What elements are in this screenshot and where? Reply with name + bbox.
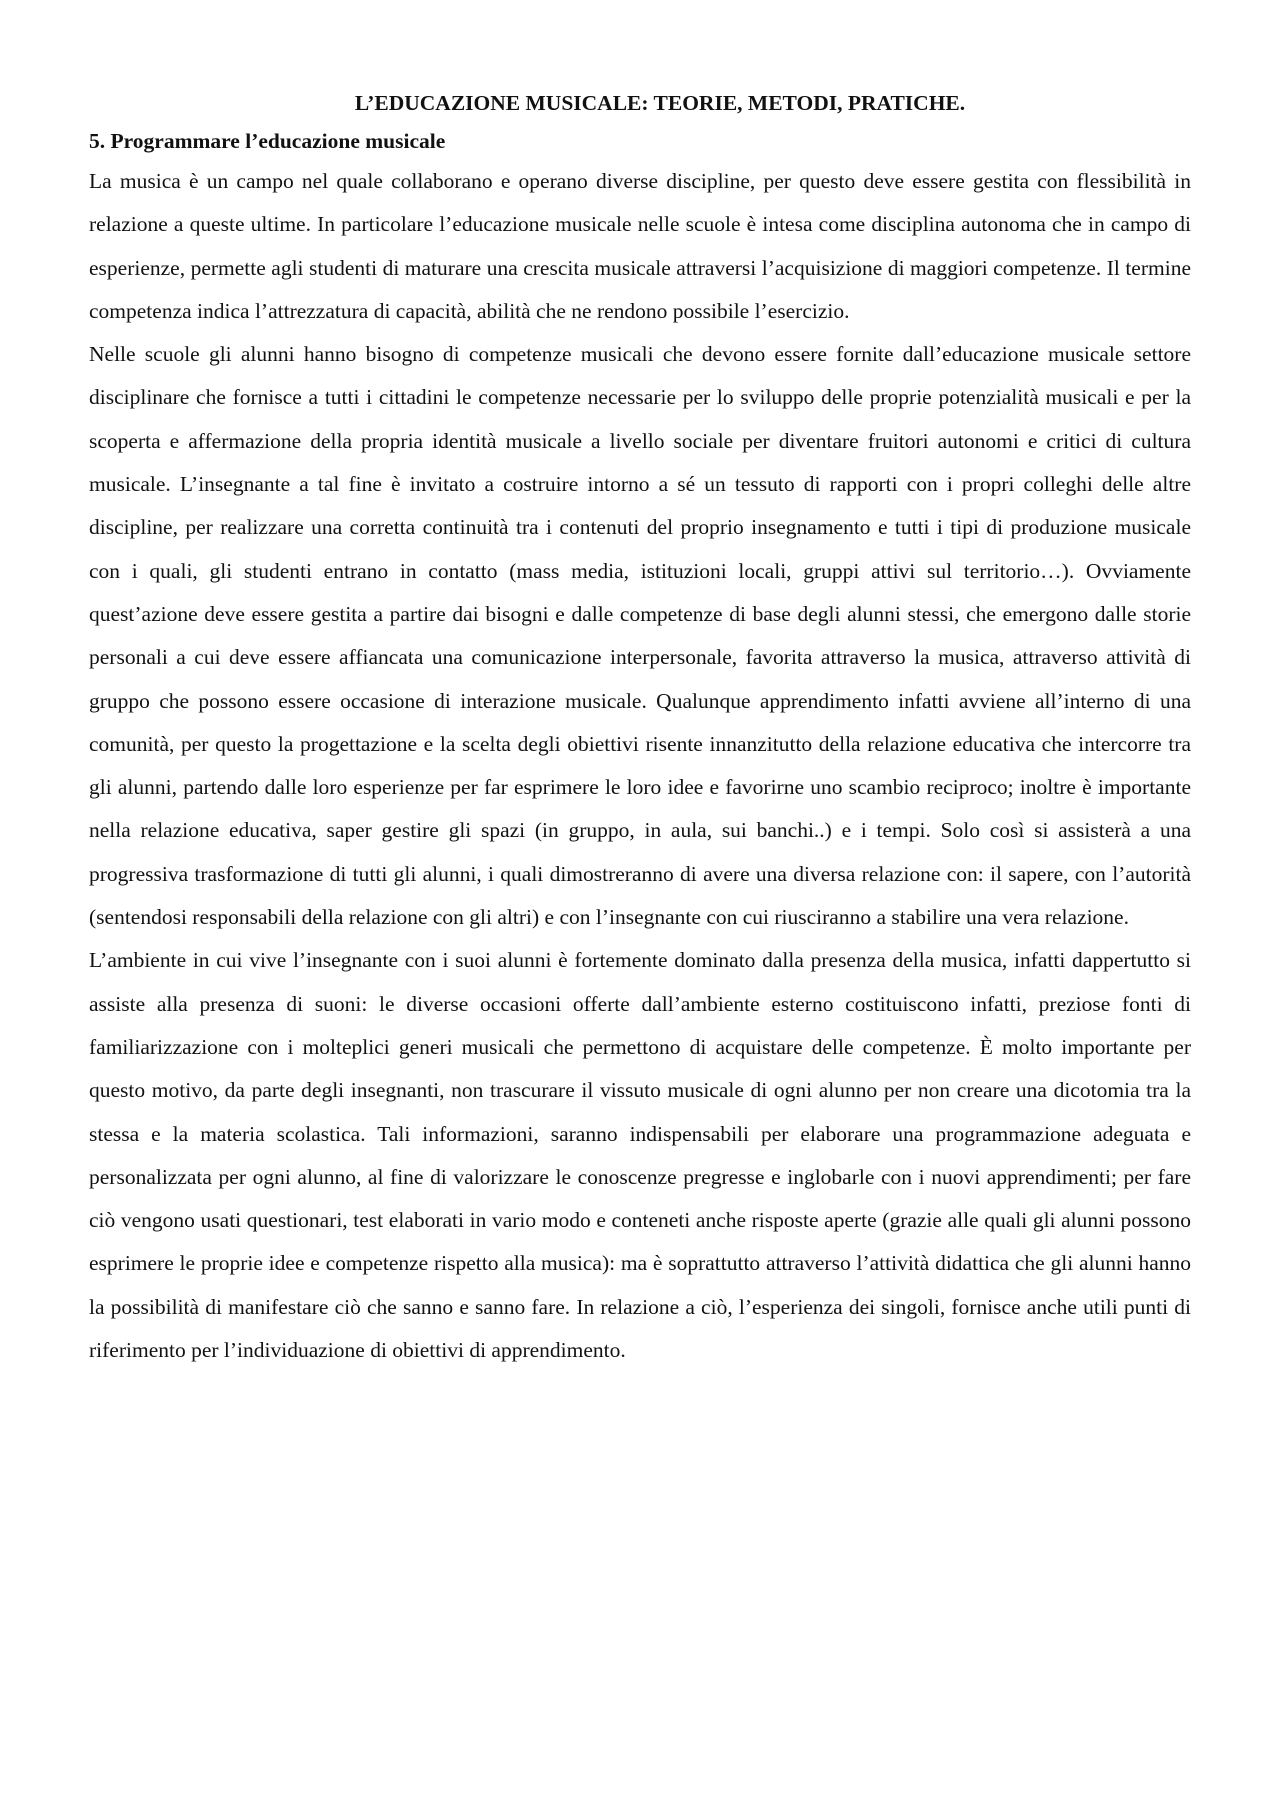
paragraph-3: L’ambiente in cui vive l’insegnante con i suoi alunni è fortemente dominato dalla presenza della musica, infatti dappertutto si assiste alla presenza di suoni: le diverse occasioni offerte dall’ambiente esterno costituiscono infatti, preziose fonti di familiarizzazione con i molteplici generi musicali che permettono di acquistare delle competenze. È molto importante per questo motivo, da parte degli insegnanti, non trascurare il vissuto musicale di ogni alunno per non creare una dicotomia tra la stessa e la materia scolastica. Tali informazioni, saranno indispensabili per elaborare una programmazione adeguata e personalizzata per ogni alunno, al fine di valorizzare le conoscenze pregresse e inglobarle con i nuovi apprendimenti; per fare ciò vengono usati questionari, test elaborati in vario modo e conteneti anche risposte aperte (grazie alle quali gli alunni possono esprimere le proprie idee e competenze rispetto alla musica): ma è soprattutto attraverso l’attività didattica che gli alunni hanno la possibilità di manifestare ciò che sanno e sanno fare. In relazione a ciò, l’esperienza dei singoli, fornisce anche utili punti di riferimento per l’individuazione di obiettivi di apprendimento. bbox=[89, 948, 1191, 1363]
paragraph-1: La musica è un campo nel quale collaborano e operano diverse discipline, per questo deve essere gestita con flessibilità in relazione a queste ultime. In particolare l’educazione musicale nelle scuole è intesa come disciplina autonoma che in campo di esperienze, permette agli studenti di maturare una crescita musicale attraversi l’acquisizione di maggiori competenze. Il termine competenza indica l’attrezzatura di capacità, abilità che ne rendono possibile l’esercizio. bbox=[89, 169, 1191, 323]
document-title: L’EDUCAZIONE MUSICALE: TEORIE, METODI, PRATICHE. bbox=[354, 91, 966, 115]
paragraph-2: Nelle scuole gli alunni hanno bisogno di competenze musicali che devono essere fornite dall’educazione musicale settore disciplinare che fornisce a tutti i cittadini le competenze necessarie per lo sviluppo delle proprie potenzialità musicali e per la scoperta e affermazione della propria identità musicale a livello sociale per diventare fruitori autonomi e critici di cultura musicale. L’insegnante a tal fine è invitato a costruire intorno a sé un tessuto di rapporti con i propri colleghi delle altre discipline, per realizzare una corretta continuità tra i contenuti del proprio insegnamento e tutti i tipi di produzione musicale con i quali, gli studenti entrano in contatto (mass media, istituzioni locali, gruppi attivi sul territorio…). Ovviamente quest’azione deve essere gestita a partire dai bisogni e dalle competenze di base degli alunni stessi, che emergono dalle storie personali a cui deve essere affiancata una comunicazione interpersonale, favorita attraverso la musica, attraverso attività di gruppo che possono essere occasione di interazione musicale. Qualunque apprendimento infatti avviene all’interno di una comunità, per questo la progettazione e la scelta degli obiettivi risente innanzitutto della relazione educativa che intercorre tra gli alunni, partendo dalle loro esperienze per far esprimere le loro idee e favorirne uno scambio reciproco; inoltre è importante nella relazione educativa, saper gestire gli spazi (in gruppo, in aula, sui banchi..) e i tempi. Solo così si assisterà a una progressiva trasformazione di tutti gli alunni, i quali dimostreranno di avere una diversa relazione con: il sapere, con l’autorità (sentendosi responsabili della relazione con gli altri) e con l’insegnante con cui riusciranno a stabilire una vera relazione. bbox=[89, 342, 1191, 930]
document-page bbox=[89, 86, 1191, 1372]
section-heading: 5. Programmare l’educazione musicale bbox=[89, 129, 446, 153]
